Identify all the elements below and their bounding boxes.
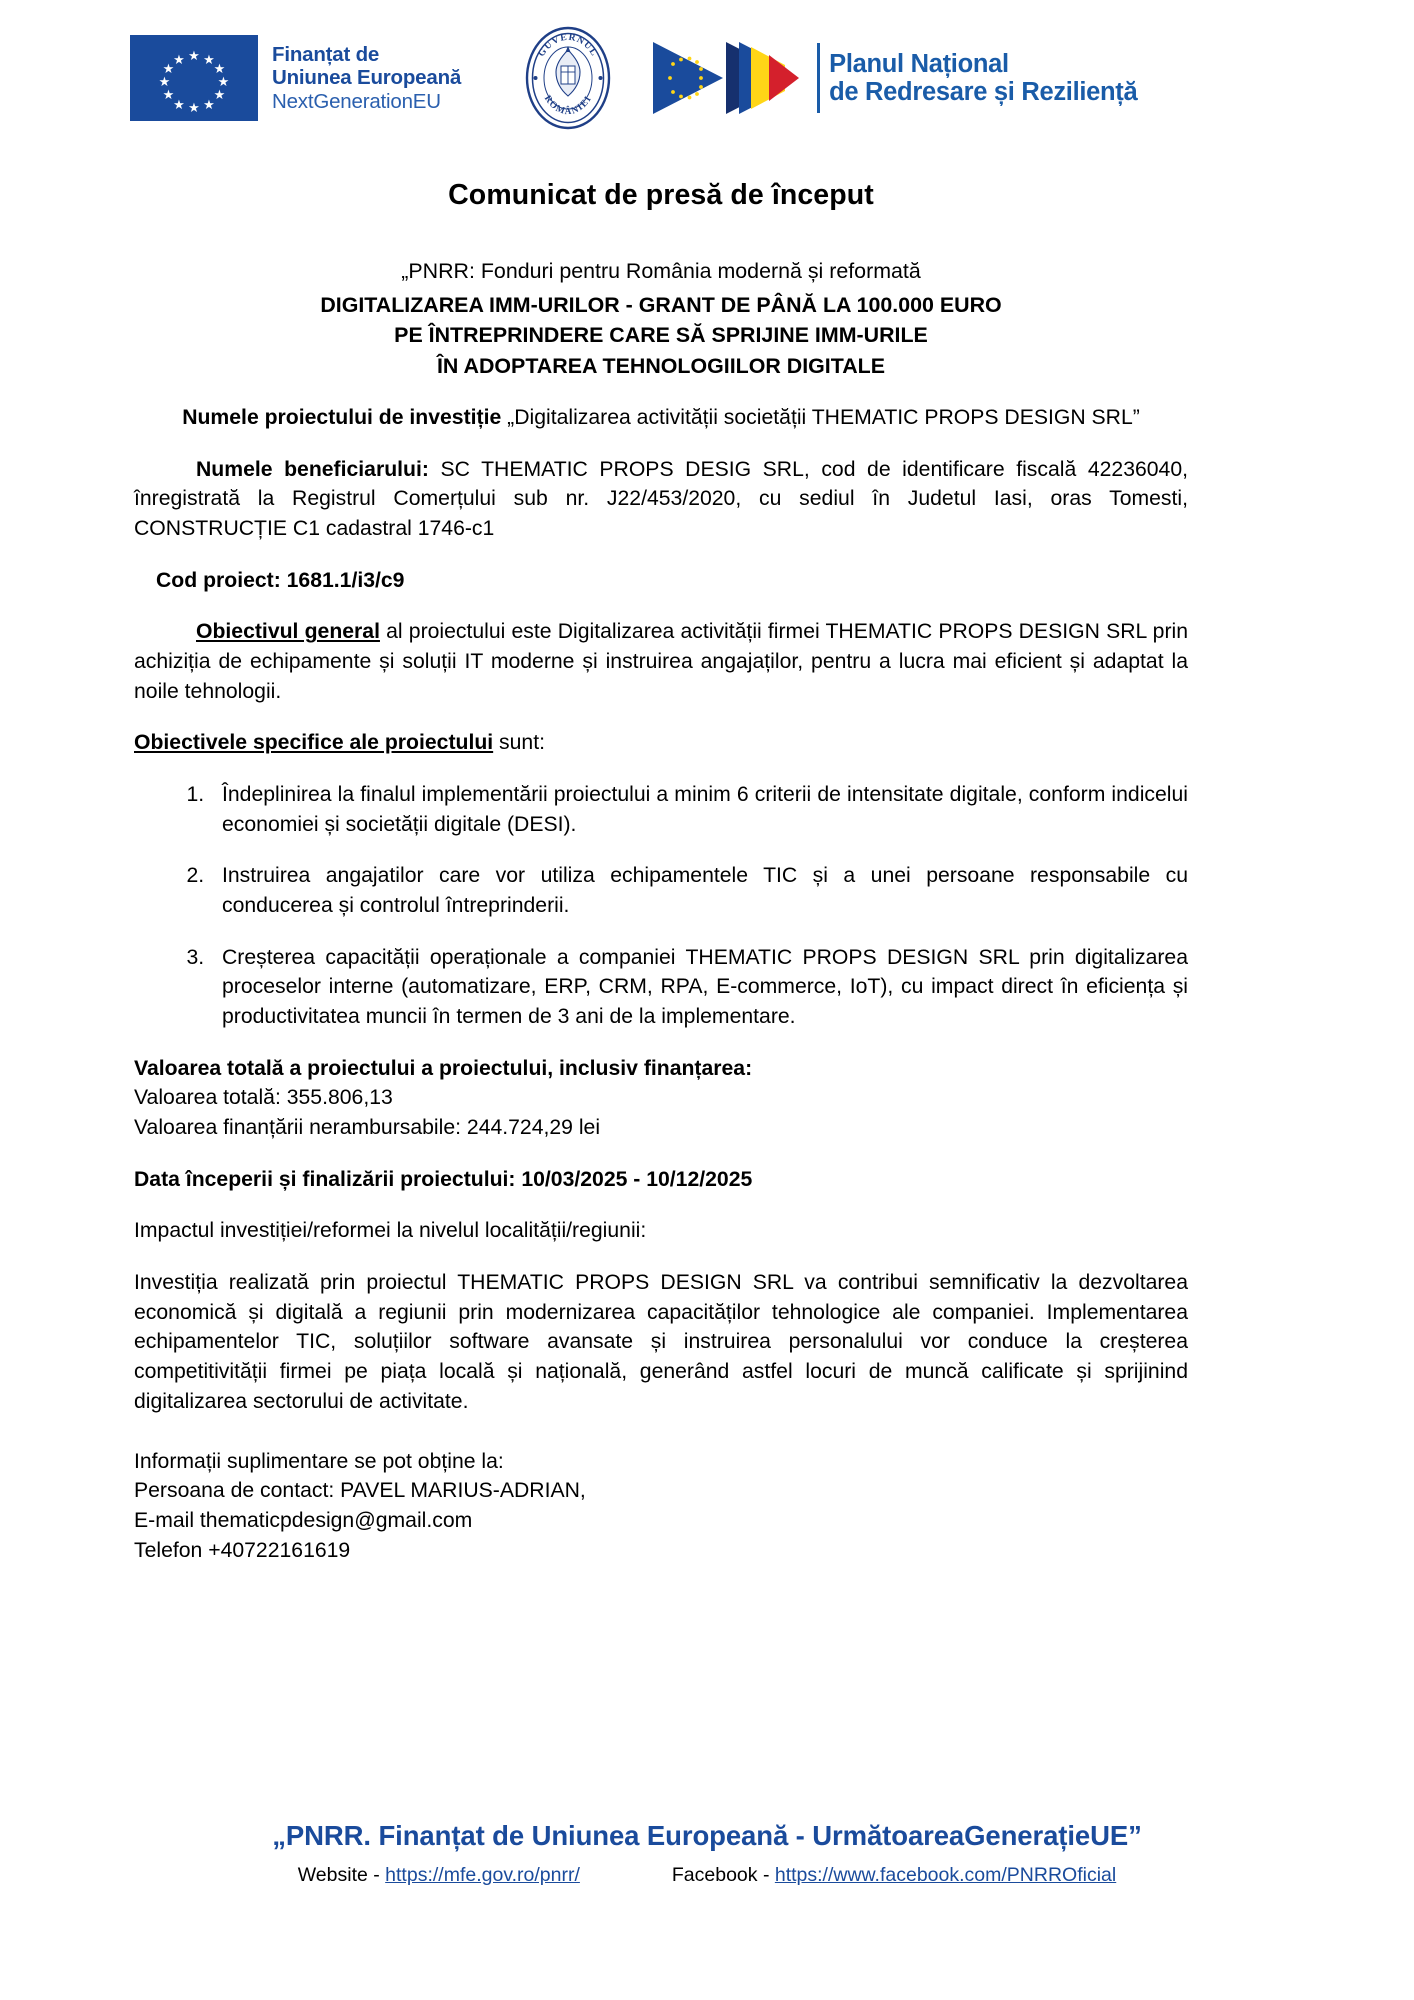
project-name-value: „Digitalizarea activității societății THEMATIC PROPS DESIGN SRL” — [501, 406, 1140, 430]
project-code-text: Cod proiect: 1681.1/i3/c9 — [156, 568, 405, 592]
programme-subtitle-line-3: ÎN ADOPTAREA TEHNOLOGIILOR DIGITALE — [436, 353, 885, 378]
pnrr-logo-line-2: de Redresare și Reziliență — [829, 78, 1138, 106]
list-item: 1. Îndeplinirea la finalul implementării proiectului a minim 6 criterii de intensitate digitale, conform indicelui economiei și societății digitale (DESI). — [210, 780, 1188, 839]
beneficiary-value: SC THEMATIC PROPS DESIG SRL, cod de identificare fiscală 42236040, înregistrată la Registrul Comerțului sub nr. J22/453/2020, cu sediul în Judetul Iasi, oras Tomesti, CONSTRUCȚIE C1 cadastral 1746-c1 — [134, 457, 1188, 541]
general-objective-label: Obiectivul general — [196, 620, 380, 644]
pnrr-logo-text — [829, 50, 1137, 106]
programme-subtitle-line-2: PE ÎNTREPRINDERE CARE SĂ SPRIJINE IMM-URILE — [394, 323, 928, 348]
pnrr-logo-line-1: Planul Național — [829, 49, 1009, 78]
pnrr-logo-divider — [817, 43, 820, 113]
impact-paragraph: Investiția realizată prin proiectul THEMATIC PROPS DESIGN SRL va contribui semnificativ la dezvoltarea economică și digitală a regiunii prin modernizarea capacităților tehnologice ale companiei. Implementarea echipamentelor TIC, soluțiilor software avansate și instruirea personalului vor conduce la creșterea competitivității firmei pe piața locală și națională, generând astfel locuri de muncă calificate și sprijinind digitalizarea sectorului de activitate. — [134, 1271, 1188, 1413]
eu-flag-icon: ★ ★ ★ ★ ★ ★ ★ ★ ★ ★ ★ ★ — [130, 35, 258, 121]
total-value-line: Valoarea totală: 355.806,13 — [134, 1086, 393, 1110]
specific-objectives-heading — [134, 728, 1188, 758]
footer-facebook-label: Facebook - — [671, 1864, 775, 1886]
project-code — [134, 566, 1188, 596]
total-value-label-text: Valoarea totală a proiectului a proiectului, inclusiv finanțarea: — [134, 1056, 753, 1080]
page-footer — [0, 1820, 1414, 1887]
eu-funding-logo — [130, 35, 461, 121]
pnrr-logo — [651, 38, 1137, 118]
footer-links — [0, 1864, 1414, 1887]
project-name-row — [134, 403, 1188, 433]
eu-logo-text — [272, 43, 461, 112]
objectives-list — [134, 780, 1188, 1032]
general-objective-row — [134, 617, 1188, 706]
general-objective-value: al proiectului este Digitalizarea activității firmei THEMATIC PROPS DESIGN SRL prin achiziția de echipamente și soluții IT moderne și instruirea angajaților, pentru a lucra mai eficient și adaptat la noile tehnologii. — [134, 620, 1188, 703]
programme-subtitle-quote: „PNRR: Fonduri pentru România modernă și reformată — [401, 259, 921, 284]
pnrr-arrows-icon — [651, 38, 815, 118]
eu-logo-line-2: Uniunea Europeană — [272, 66, 462, 90]
total-value-label — [134, 1054, 1188, 1084]
svg-text:ROMÂNIEI: ROMÂNIEI — [541, 93, 595, 118]
beneficiary-label: Numele beneficiarului: — [196, 457, 429, 481]
eu-logo-line-3: NextGenerationEU — [272, 89, 441, 113]
beneficiary-row — [134, 455, 1188, 544]
project-dates-text: Data începerii și finalizării proiectului: 10/03/2025 - 10/12/2025 — [134, 1167, 753, 1191]
government-of-romania-seal-icon — [525, 26, 611, 130]
programme-subtitle-line-1: DIGITALIZAREA IMM-URILOR - GRANT DE PÂNĂ LA 100.000 EURO — [320, 292, 1002, 317]
project-dates — [134, 1165, 1188, 1195]
grant-value-line: Valoarea finanțării nerambursabile: 244.724,29 lei — [134, 1116, 601, 1140]
contact-intro: Informații suplimentare se pot obține la: — [134, 1449, 504, 1473]
svg-text:GUVERNUL: GUVERNUL — [536, 32, 600, 59]
footer-facebook-group — [672, 1864, 1116, 1887]
specific-objectives-suffix: sunt: — [493, 731, 545, 755]
list-item: 3. Creșterea capacității operaționale a companiei THEMATIC PROPS DESIGN SRL prin digitalizarea proceselor interne (automatizare, ERP, CRM, RPA, E-commerce, IoT), cu impact direct în eficiența și productivitatea muncii în termen de 3 ani de la implementare. — [210, 943, 1188, 1032]
project-name-label: Numele proiectului de investiție — [182, 406, 502, 430]
funding-logos-header — [130, 22, 1138, 134]
list-item: 2. Instruirea angajatilor care vor utiliza echipamentele TIC și a unei persoane responsabile cu conducerea și controlul întreprinderii. — [210, 861, 1188, 920]
contact-person: Persoana de contact: PAVEL MARIUS-ADRIAN, — [134, 1479, 586, 1503]
footer-website-label: Website - — [297, 1864, 386, 1886]
contact-email: E-mail thematicpdesign@gmail.com — [134, 1508, 473, 1532]
footer-website-group — [298, 1864, 580, 1887]
footer-title: „PNRR. Finanțat de Uniunea Europeană - UrmătoareaGenerațieUE” — [272, 1820, 1142, 1851]
footer-facebook-link[interactable]: https://www.facebook.com/PNRROficial — [774, 1864, 1117, 1886]
page-title: Comunicat de presă de început — [448, 179, 874, 211]
contact-phone: Telefon +40722161619 — [134, 1538, 351, 1562]
impact-heading: Impactul investiției/reformei la nivelul localității/regiunii: — [134, 1219, 647, 1243]
footer-website-link[interactable]: https://mfe.gov.ro/pnrr/ — [385, 1864, 580, 1886]
specific-objectives-label: Obiectivele specifice ale proiectului — [134, 731, 494, 755]
eu-logo-line-1: Finanțat de — [272, 43, 380, 67]
document-body — [134, 176, 1188, 1565]
